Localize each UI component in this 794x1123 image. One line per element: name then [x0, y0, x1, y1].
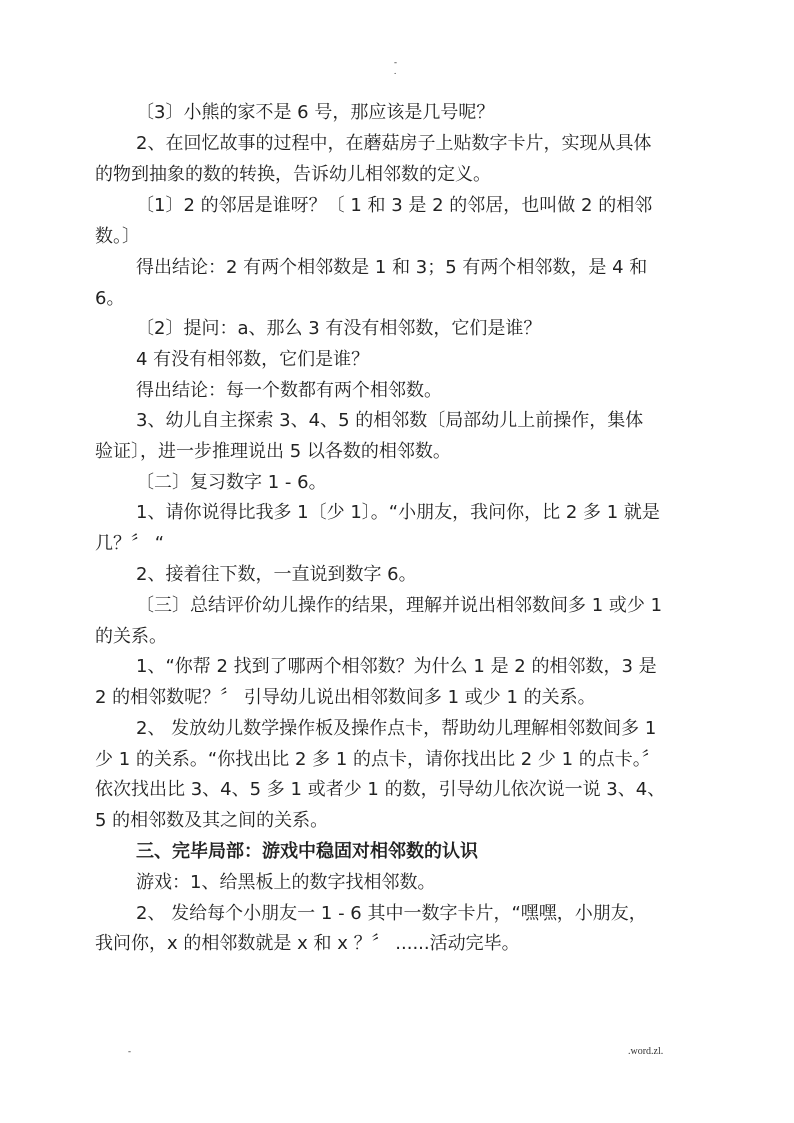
header-mark: - . [394, 57, 397, 76]
text-line: 〔1〕2 的邻居是谁呀？〔 1 和 3 是 2 的邻居，也叫做 2 的相邻 [136, 195, 653, 216]
text-line: 2、在回忆故事的过程中，在蘑菇房子上贴数字卡片，实现从具体 [136, 133, 652, 154]
text-line: 〔三〕总结评价幼儿操作的结果，理解并说出相邻数间多 1 或少 1 [136, 595, 663, 616]
text-line: 的物到抽象的数的转换，告诉幼儿相邻数的定义。 [95, 164, 491, 185]
text-line: 〔3〕小熊的家不是 6 号，那应该是几号呢？ [136, 102, 495, 123]
text-line: 依次找出比 3、4、5 多 1 或者少 1 的数，引导幼儿依次说一说 3、4、 [95, 779, 666, 800]
text-line: 2、 发给每个小朋友一 1 - 6 其中一数字卡片，“嘿嘿，小朋友， [136, 903, 647, 924]
text-line: 我问你，x 的相邻数就是 x 和 x ？〞 ......活动完毕。 [95, 933, 520, 954]
section-heading: 三、完毕局部：游戏中稳固对相邻数的认识 [136, 841, 478, 862]
text-line: 5 的相邻数及其之间的关系。 [95, 810, 329, 831]
text-line: 〔二〕复习数字 1 - 6。 [136, 472, 327, 493]
text-line: 得出结论：2 有两个相邻数是 1 和 3；5 有两个相邻数，是 4 和 [136, 257, 648, 278]
text-line: 数。〕 [95, 226, 140, 247]
text-line: 2、 发放幼儿数学操作板及操作点卡，帮助幼儿理解相邻数间多 1 [136, 718, 657, 739]
text-line: 的关系。 [95, 626, 167, 647]
text-line: 验证〕，进一步推理说出 5 以各数的相邻数。 [95, 441, 451, 462]
text-line: 几？〞 “ [95, 533, 165, 554]
text-line: 6。 [95, 288, 125, 309]
footer-source: .word.zl. [628, 1046, 664, 1057]
text-line: 3、幼儿自主探索 3、4、5 的相邻数〔局部幼儿上前操作，集体 [136, 410, 644, 431]
text-line: 2、接着往下数，一直说到数字 6。 [136, 564, 417, 585]
text-line: 〔2〕提问：a、那么 3 有没有相邻数，它们是谁？ [136, 318, 542, 339]
text-line: 得出结论：每一个数都有两个相邻数。 [136, 380, 442, 401]
text-line: 1、“你帮 2 找到了哪两个相邻数？为什么 1 是 2 的相邻数，3 是 [136, 656, 657, 677]
text-line: 4 有没有相邻数，它们是谁？ [136, 349, 370, 370]
text-line: 游戏：1、给黑板上的数字找相邻数。 [136, 872, 436, 893]
text-line: 2 的相邻数呢？〞 引导幼儿说出相邻数间多 1 或少 1 的关系。 [95, 687, 596, 708]
text-line: 少 1 的关系。“你找出比 2 多 1 的点卡，请你找出比 2 少 1 的点卡。〞 [95, 749, 660, 770]
footer-left-mark: - [128, 1046, 131, 1056]
text-line: 1、请你说得比我多 1〔少 1〕。“小朋友，我问你，比 2 多 1 就是 [136, 502, 660, 523]
